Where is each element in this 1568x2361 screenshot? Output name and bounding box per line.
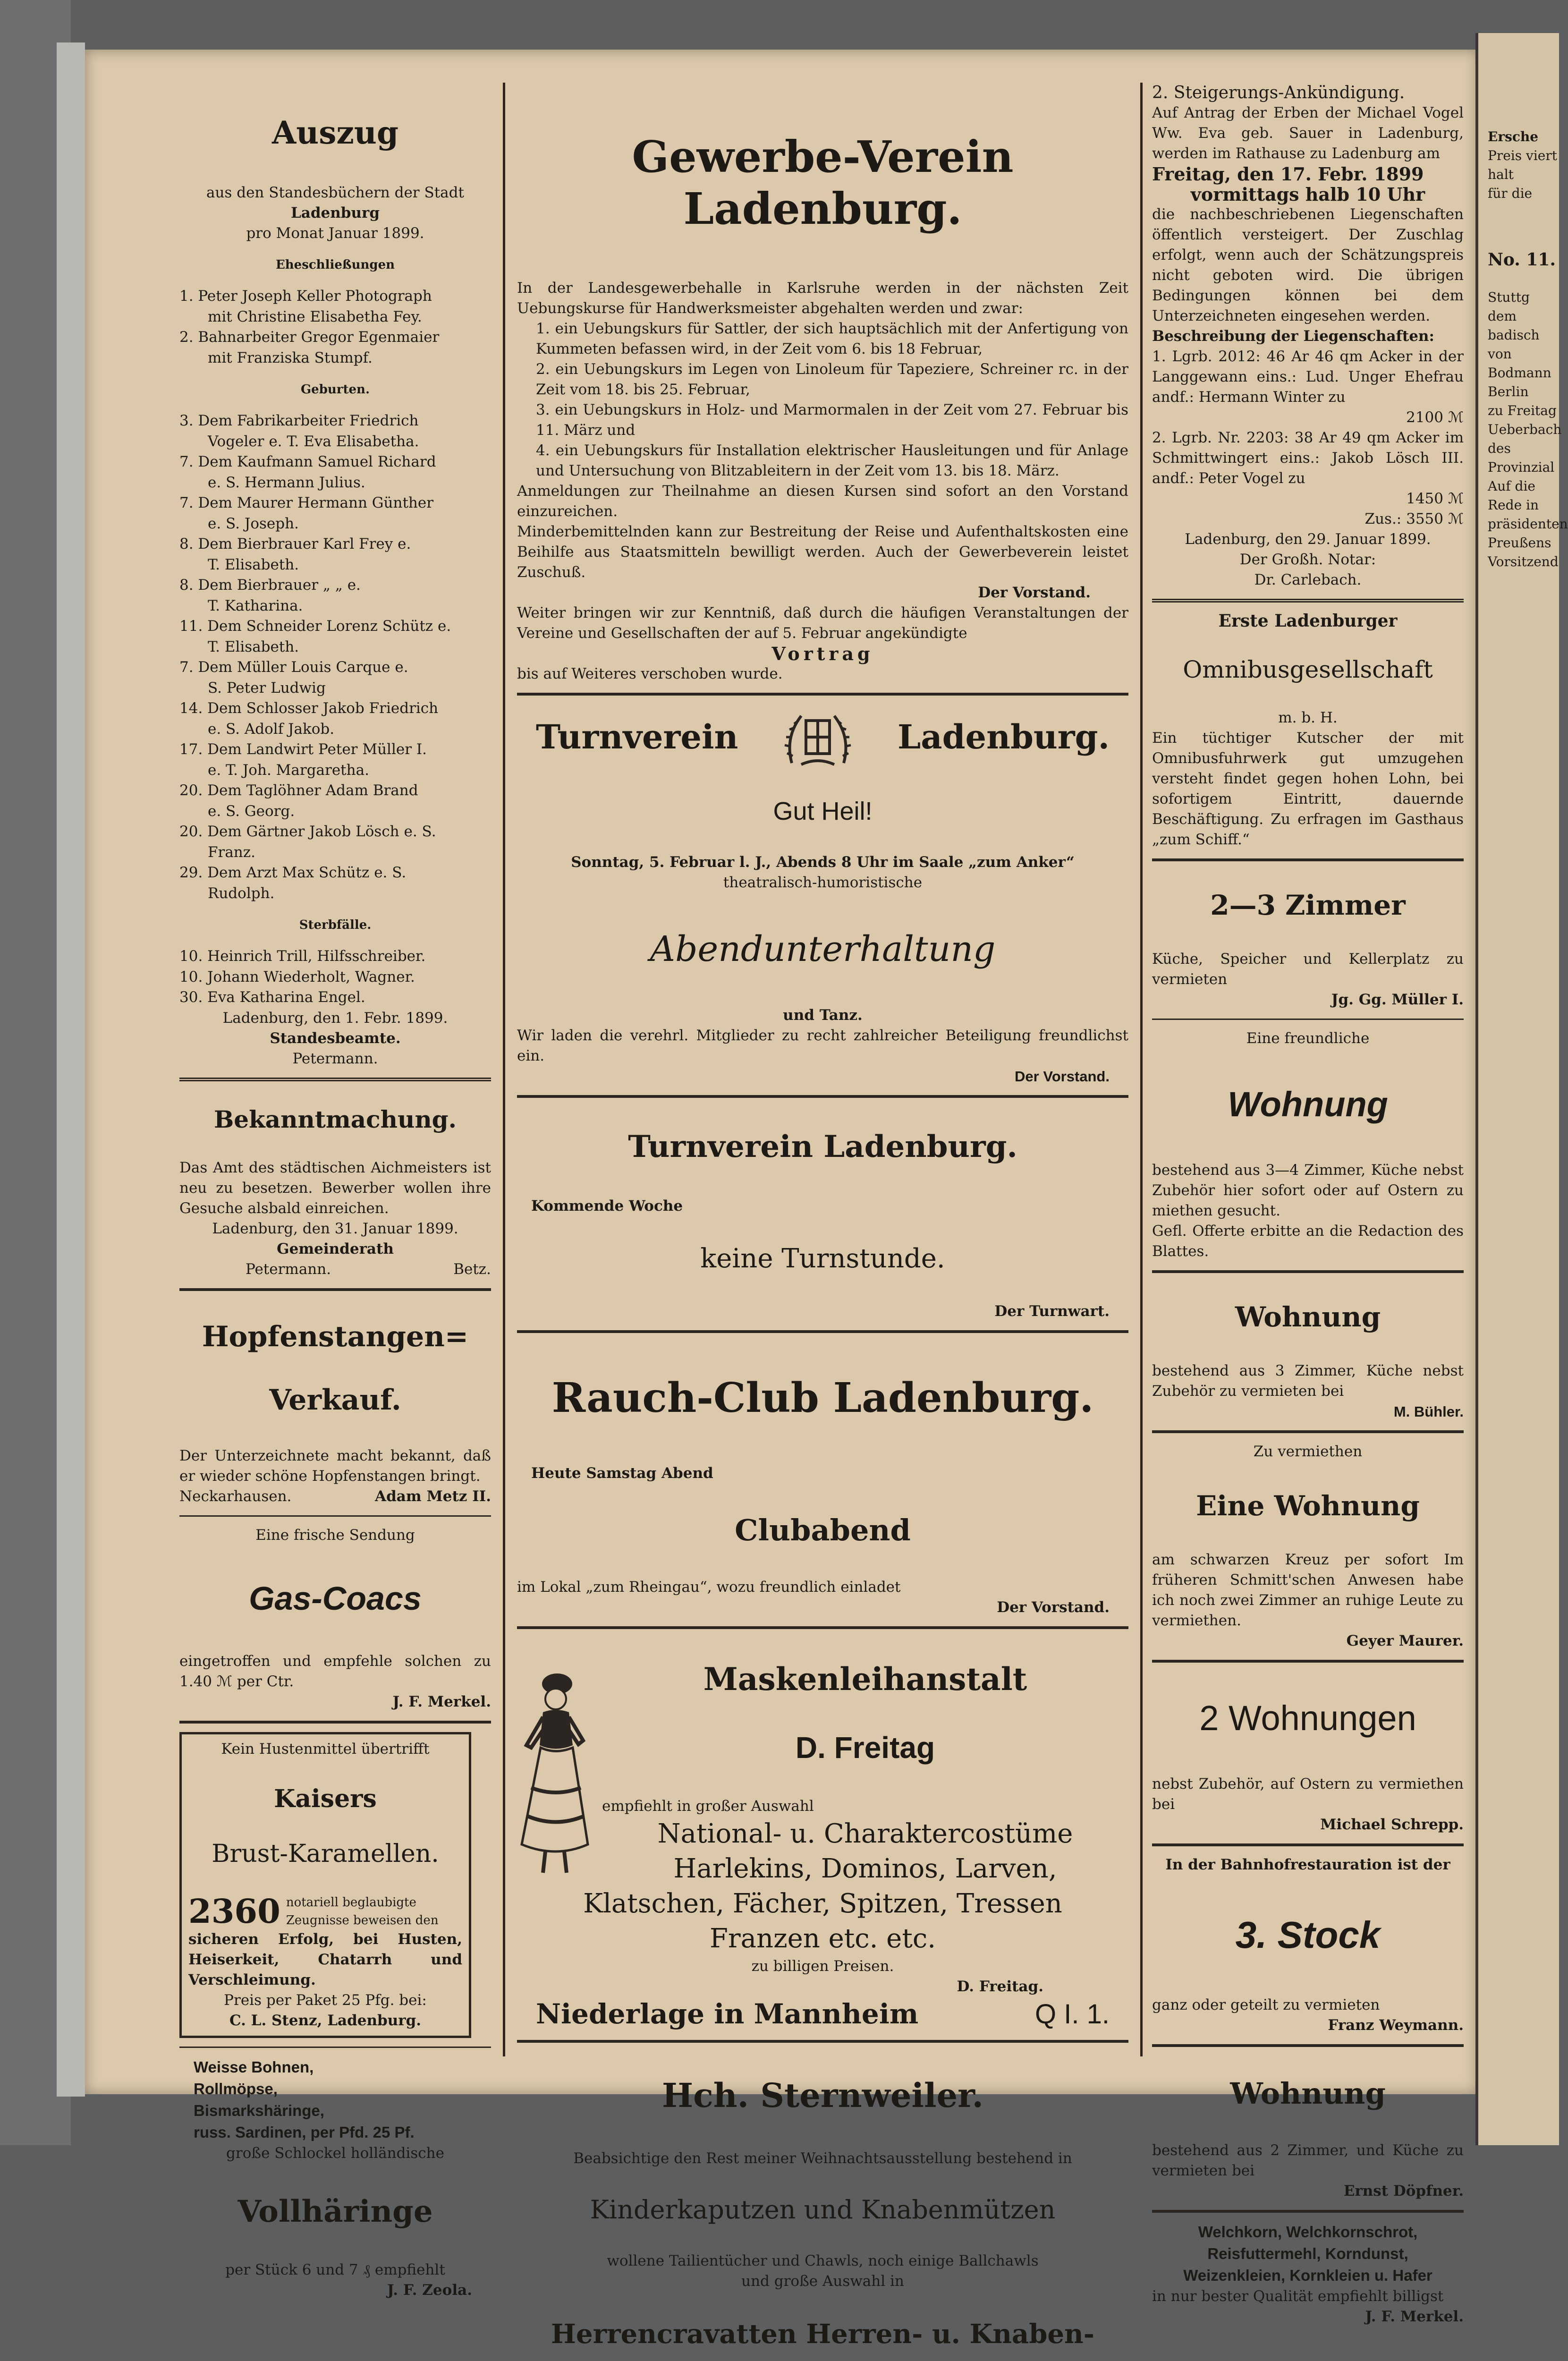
list-item: 3. Dem Fabrikarbeiter Friedrich (179, 412, 419, 429)
omnibus-title2: Omnibusgesellschaft (1183, 656, 1433, 683)
column-rule-right (1140, 83, 1143, 2056)
rauchclub-ad (517, 1374, 1128, 1618)
deaths-list (179, 946, 491, 1008)
wohnung1-ad (1152, 1028, 1464, 1262)
divider (1152, 2210, 1464, 2213)
steigerung-title: 2. Steigerungs-Ankündigung. (1152, 83, 1405, 102)
bekanntmachung-notice (179, 1105, 491, 1280)
turnverein-and: und Tanz. (783, 1007, 863, 1024)
signature: Betz. (453, 1260, 491, 1278)
list-item: National- u. Charaktercostüme (657, 1818, 1073, 1849)
sternweiler-p1b: Kinderkaputzen und Knabenmützen (590, 2195, 1056, 2225)
kaisers-line1: Kein Hustenmittel übertrifft (221, 1740, 430, 1758)
steigerung-desc: Beschreibung der Liegenschaften: (1152, 328, 1434, 345)
steigerung-sign2: Dr. Carlebach. (1254, 571, 1362, 588)
welchkorn-list (1152, 2221, 1464, 2286)
divider (179, 1078, 491, 1081)
list-item: mit Franziska Stumpf. (208, 349, 373, 366)
list-item: 10. Johann Wiederholt, Wagner. (179, 968, 415, 985)
divider (517, 1095, 1128, 1098)
bekanntmachung-text: Das Amt des städtischen Aichmeisters ist neu zu besetzen. Bewerber wollen ihre Gesuche alsbald einreichen. (179, 1159, 491, 1217)
fragment: Vorsitzend (1488, 554, 1559, 569)
sternweiler-p1c: wollene Tailientücher und Chawls, noch einige Ballchawls (607, 2252, 1039, 2269)
wohnung5-text: bestehend aus 2 Zimmer, und Küche zu vermieten bei (1152, 2142, 1464, 2179)
turnverein-header (517, 704, 1128, 770)
gewerbe-p4: Weiter bringen wir zur Kenntniß, daß durch die häufigen Veranstaltungen der Vereine und Gesellschaften der auf 5. Februar angekündigte (517, 604, 1128, 642)
list-item: 7. Dem Maurer Hermann Günther (179, 494, 434, 511)
stock-text: ganz oder geteilt zu vermieten (1152, 1996, 1380, 2013)
list-item: e. T. Joh. Margaretha. (208, 761, 369, 779)
turnverein2-ad (517, 1128, 1128, 1322)
signature: J. F. Merkel. (392, 1693, 491, 1710)
turner-cross-emblem-icon (782, 704, 853, 770)
wohnung1-text: bestehend aus 3—4 Zimmer, Küche nebst Zubehör hier sofort oder auf Ostern zu miethen gesucht. (1152, 1162, 1464, 1219)
list-item: Franzen etc. etc. (709, 1923, 936, 1954)
auszug-sub2: Ladenburg (290, 204, 380, 221)
turnverein-title-left: Turnverein (536, 717, 738, 756)
divider (1152, 858, 1464, 861)
list-item: mit Christine Elisabetha Fey. (208, 308, 422, 325)
divider (1152, 1430, 1464, 1433)
hopfen-text: Der Unterzeichnete macht bekannt, daß er wieder schöne Hopfenstangen bringt. (179, 1447, 491, 1485)
list-item: 4. ein Uebungskurs für Installation elektrischer Hausleitungen und für Anlage und Untersuchung von Blitzableitern in der Zeit vom 13. bis 18. März. (536, 442, 1128, 479)
gewerbe-intro: In der Landesgewerbehalle in Karlsruhe werden in der nächsten Zeit Uebungskurse für Handwerksmeister abgehalten werden und zwar: (517, 280, 1128, 317)
deaths-heading: Sterbfälle. (299, 918, 372, 932)
hopfen-footer (179, 1486, 491, 1507)
list-item: 7. Dem Müller Louis Carque e. (179, 659, 408, 676)
births-list (179, 411, 491, 904)
wohnung1-title: Wohnung (1228, 1085, 1388, 1124)
rauchclub-line1: Heute Samstag Abend (531, 1465, 713, 1482)
welchkorn-text: in nur bester Qualität empfiehlt billigst (1152, 2288, 1444, 2305)
fragment: für die (1488, 186, 1533, 201)
list-item: T. Elisabeth. (208, 556, 299, 573)
steigerung-notice (1152, 83, 1464, 590)
auszug-title: Auszug (272, 114, 398, 151)
rauchclub-title: Rauch-Club Ladenburg. (551, 1374, 1094, 1422)
kaisers-testimonials (188, 1891, 462, 1931)
list-item: e. S. Hermann Julius. (208, 474, 365, 491)
turnverein-title-right: Ladenburg. (898, 717, 1110, 756)
fragment: Rede in (1488, 497, 1539, 513)
gewerbe-p3: Minderbemittelnden kann zur Bestreitung der Reise und Aufenthaltskosten eine Beihilfe aus Staatsmitteln bewilligt werden. Auch der Gewerbeverein leistet Zuschuß. (517, 523, 1128, 581)
signature: Geyer Maurer. (1346, 1632, 1464, 1649)
signature: Ernst Döpfner. (1343, 2183, 1464, 2200)
turnverein-ad (517, 704, 1128, 1087)
fragment: Ueberbach (1488, 422, 1562, 437)
signature: Franz Weymann. (1328, 2017, 1464, 2034)
list-item: Reisfuttermehl, Korndunst, (1207, 2245, 1408, 2262)
zimmer23-title: 2—3 Zimmer (1210, 889, 1406, 921)
births-heading: Geburten. (300, 382, 370, 397)
list-item: 14. Dem Schlosser Jakob Friedrich (179, 700, 439, 717)
sternweiler-title: Hch. Sternweiler. (662, 2076, 983, 2115)
list-item: S. Peter Ludwig (208, 679, 326, 696)
hopfen-title-2: Verkauf. (269, 1383, 401, 1417)
masken-title: Maskenleihanstalt (703, 1661, 1027, 1698)
masken-price: zu billigen Preisen. (751, 1958, 894, 1975)
stock-ad (1152, 1855, 1464, 2036)
kaisers-text2: sicheren Erfolg, bei Husten, Heiserkeit, Chatarrh und Verschleimung. (188, 1930, 462, 1988)
divider (179, 1288, 491, 1291)
turnverein2-title: Turnverein Ladenburg. (628, 1129, 1017, 1164)
fragment: Stuttg (1488, 289, 1530, 305)
wohnung3-title: Eine Wohnung (1196, 1490, 1420, 1522)
sternweiler-p1d: und große Auswahl in (741, 2273, 904, 2290)
wohnung3-line1: Zu vermiethen (1253, 1443, 1363, 1460)
list-item: Bismarkshäringe, (194, 2101, 324, 2119)
wohnung5-ad (1152, 2076, 1464, 2201)
fragment: Auf die (1488, 478, 1535, 494)
turnverein-greet: Gut Heil! (773, 797, 873, 825)
divider (1152, 1270, 1464, 1273)
gewerbe-notice (517, 131, 1128, 684)
list-item: T. Elisabeth. (208, 638, 299, 655)
bohnen-line5: große Schlockel holländische (226, 2144, 444, 2162)
divider (1152, 2044, 1464, 2047)
list-item: 29. Dem Arzt Max Schütz e. S. (179, 864, 407, 881)
signature: Der Turnwart. (994, 1303, 1110, 1320)
wohnung4-text: nebst Zubehör, auf Ostern zu vermiethen bei (1152, 1775, 1464, 1813)
costume-lady-illustration-icon (517, 1665, 593, 1882)
auszug-notice (179, 114, 491, 1069)
auszug-sub1: aus den Standesbüchern der Stadt (206, 184, 464, 201)
kaisers-number: 2360 (188, 1891, 280, 1931)
welchkorn-ad (1152, 2221, 1464, 2327)
marriages-heading: Eheschließungen (275, 258, 395, 272)
list-item: 20. Dem Gärtner Jakob Lösch e. S. (179, 823, 436, 840)
turnverein-when: Sonntag, 5. Februar l. J., Abends 8 Uhr im Saale „zum Anker“ (571, 854, 1075, 871)
masken-line1: empfiehlt in großer Auswahl (602, 1798, 814, 1815)
steigerung-text2: die nachbeschriebenen Liegenschaften öffentlich versteigert. Der Zuschlag erfolgt, wenn auch der Schätzungspreis nicht geboten wird. Die übrigen Bedingungen können bei dem Unterzeichneten eingesehen werden. (1152, 206, 1464, 324)
hopfen-title-1: Hopfenstangen= (202, 1320, 469, 1353)
list-item: 3. ein Uebungskurs in Holz- und Marmormalen in der Zeit vom 27. Februar bis 11. März und (536, 401, 1128, 439)
masken-name: D. Freitag (795, 1731, 935, 1765)
divider (517, 1330, 1128, 1333)
gewerbe-p5: bis auf Weiteres verschoben wurde. (517, 665, 783, 682)
list-item: 2. ein Uebungskurs im Legen von Linoleum für Tapeziere, Schreiner rc. in der Zeit vom 18. bis 25. Februar, (536, 361, 1128, 398)
steigerung-p1-value: 2100 ℳ (1406, 409, 1464, 426)
bekanntmachung-sign1: Gemeinderath (277, 1240, 394, 1257)
fragment: dem badisch (1488, 308, 1540, 343)
fragment: zu Freitag (1488, 403, 1557, 418)
fragment: Ersche (1488, 129, 1539, 144)
gascoacs-title: Gas-Coacs (249, 1580, 422, 1617)
list-item: e. S. Adolf Jakob. (208, 720, 335, 738)
auszug-date: Ladenburg, den 1. Febr. 1899. (222, 1009, 448, 1027)
list-item: Weizenkleien, Kornkleien u. Hafer (1183, 2267, 1432, 2284)
wohnung2-ad (1152, 1300, 1464, 1422)
signature: M. Bühler. (1393, 1403, 1464, 1420)
bohnen-title: Vollhäringe (237, 2193, 433, 2229)
fragment: No. 11. (1488, 250, 1556, 270)
wohnung3-text: am schwarzen Kreuz per sofort Im früheren Schmitt'schen Anwesen habe ich noch zwei Zimmer an ruhige Leute zu vermiethen. (1152, 1551, 1464, 1629)
list-item: 7. Dem Kaufmann Samuel Richard (179, 453, 436, 470)
steigerung-date2: Ladenburg, den 29. Januar 1899. (1185, 531, 1431, 548)
steigerung-text1: Auf Antrag der Erben der Michael Vogel Ww. Eva geb. Sauer in Ladenburg, werden im Rathause zu Ladenburg am (1152, 104, 1464, 162)
divider (179, 2047, 491, 2048)
column-1 (179, 83, 491, 2301)
omnibus-ad (1152, 611, 1464, 850)
steigerung-p2-value: 1450 ℳ (1406, 490, 1464, 507)
list-item: T. Katharina. (208, 597, 303, 614)
list-item: e. S. Joseph. (208, 515, 299, 532)
list-item: 17. Dem Landwirt Peter Müller I. (179, 741, 427, 758)
signature: Adam Metz II. (375, 1487, 491, 1505)
bohnen-price: per Stück 6 und 7 ₰ empfiehlt (225, 2261, 445, 2278)
niederlage-label: Niederlage in Mannheim (536, 1998, 919, 2030)
column-rule-left (503, 83, 505, 2056)
list-item: Rollmöpse, (194, 2080, 278, 2098)
steigerung-p2: 2. Lgrb. Nr. 2203: 38 Ar 49 qm Acker im Schmittwingert eins.: Jakob Lösch III. andf.: Peter Vogel zu (1152, 429, 1464, 487)
list-item: russ. Sardinen, per Pfd. 25 Pf. (194, 2123, 415, 2141)
list-item: 20. Dem Taglöhner Adam Brand (179, 782, 418, 799)
fragment: von Bodmann (1488, 346, 1551, 381)
wohnung2-title: Wohnung (1235, 1301, 1381, 1333)
auszug-sub3: pro Monat Januar 1899. (246, 225, 424, 242)
list-item: 8. Dem Bierbrauer Karl Frey e. (179, 535, 411, 552)
auszug-sign2: Petermann. (292, 1050, 378, 1067)
auszug-sign1: Standesbeamte. (270, 1029, 401, 1047)
turnverein-text: Wir laden die verehrl. Mitglieder zu recht zahlreicher Beteiligung freundlichst ein. (517, 1027, 1128, 1064)
omnibus-title3: m. b. H. (1278, 709, 1338, 726)
divider (1152, 1660, 1464, 1663)
fragment: halt (1488, 167, 1514, 182)
wohnung1-text2: Gefl. Offerte erbitte an die Redaction des Blattes. (1152, 1223, 1464, 1260)
adjacent-page-fragment (1475, 33, 1568, 2145)
place: Neckarhausen. (179, 1487, 292, 1505)
wohnung4-ad (1152, 1698, 1464, 1835)
divider (1152, 1019, 1464, 1020)
kaisers-ad (179, 1732, 471, 2038)
zimmer23-ad (1152, 889, 1464, 1010)
list-item: Vogeler e. T. Eva Elisabetha. (208, 433, 419, 450)
wohnung3-ad (1152, 1442, 1464, 1651)
steigerung-sign1: Der Großh. Notar: (1239, 551, 1376, 568)
marriages-list (179, 286, 491, 368)
list-item: 11. Dem Schneider Lorenz Schütz e. (179, 618, 451, 635)
omnibus-text: Ein tüchtiger Kutscher der mit Omnibusfuhrwerk gut umzugehen versteht findet gegen hohen Lohn, bei sofortigem Eintritt, dauernde Beschäftigung. Zu erfragen im Gasthaus „zum Schiff.“ (1152, 730, 1464, 848)
bekanntmachung-title: Bekanntmachung. (213, 1105, 457, 1133)
wohnung1-line1: Eine freundliche (1246, 1030, 1370, 1047)
steigerung-p1: 1. Lgrb. 2012: 46 Ar 46 qm Acker in der Langgewann eins.: Lud. Unger Ehefrau andf.: Hermann Winter zu (1152, 348, 1464, 406)
signature: C. L. Stenz, Ladenburg. (229, 2012, 422, 2029)
sternweiler-p2a: Herrencravatten Herren- u. Knaben- (551, 2319, 1094, 2350)
gewerbe-list (517, 319, 1128, 481)
list-item: 1. ein Uebungskurs für Sattler, der sich hauptsächlich mit der Anfertigung von Kummeten befassen wird, in der Zeit vom 6. bis 18 Februar, (536, 320, 1128, 357)
turnverein-event: Abendunterhaltung (650, 929, 996, 969)
divider (517, 1626, 1128, 1629)
list-item: 2. Bahnarbeiter Gregor Egenmaier (179, 329, 440, 346)
rauchclub-event: Clubabend (735, 1513, 911, 1547)
gewerbe-vortrag: Vortrag (771, 643, 874, 664)
turnverein2-line1: Kommende Woche (531, 1197, 683, 1214)
signature: Der Vorstand. (997, 1599, 1110, 1616)
niederlage-address: Q I. 1. (1035, 1999, 1110, 2030)
gewerbe-title: Gewerbe-Verein Ladenburg. (632, 131, 1014, 234)
stock-line1: In der Bahnhofrestauration ist der (1165, 1856, 1450, 1873)
divider (179, 1515, 491, 1517)
signature: Jg. Gg. Müller I. (1331, 991, 1464, 1008)
list-item: e. S. Georg. (208, 802, 295, 820)
newspaper-page (85, 50, 1478, 2350)
bohnen-list (179, 2056, 491, 2143)
steigerung-date: Freitag, den 17. Febr. 1899 (1152, 163, 1424, 185)
steigerung-time: vormittags halb 10 Uhr (1190, 184, 1425, 205)
column-3 (1152, 83, 1464, 2327)
rauchclub-text: im Lokal „zum Rheingau“, wozu freundlich einladet (517, 1579, 901, 1596)
zimmer23-text: Küche, Speicher und Kellerplatz zu vermieten (1152, 951, 1464, 988)
turnverein-genre: theatralisch-humoristische (723, 874, 923, 891)
list-item: 30. Eva Katharina Engel. (179, 989, 365, 1006)
fragment: Preis viert (1488, 148, 1557, 163)
signature: Michael Schrepp. (1320, 1816, 1464, 1833)
kaisers-title-1: Kaisers (274, 1784, 377, 1813)
wohnung4-title: 2 Wohnungen (1199, 1699, 1416, 1738)
page-stack-edge (57, 42, 85, 2097)
list-item: Welchkorn, Welchkornschrot, (1198, 2223, 1418, 2241)
gascoacs-ad (179, 1525, 491, 1712)
steigerung-sum: Zus.: 3550 ℳ (1365, 510, 1464, 527)
fragment: Preußens (1488, 535, 1551, 551)
masken-niederlage (517, 1997, 1128, 2031)
wohnung5-title: Wohnung (1230, 2076, 1386, 2111)
divider (517, 2040, 1128, 2043)
kaisers-price: Preis per Paket 25 Pfg. bei: (224, 1991, 427, 2009)
sternweiler-p1a: Beabsichtige den Rest meiner Weihnachtsausstellung bestehend in (573, 2150, 1072, 2167)
divider (1152, 599, 1464, 603)
masken-items (517, 1817, 1128, 1956)
adjacent-page-text (1478, 33, 1568, 571)
bohnen-ad (179, 2056, 491, 2301)
list-item: Harlekins, Dominos, Larven, (673, 1853, 1057, 1884)
divider (1152, 1843, 1464, 1846)
gascoacs-line1: Eine frische Sendung (255, 1526, 415, 1544)
stock-title: 3. Stock (1235, 1914, 1381, 1956)
hopfen-ad (179, 1319, 491, 1507)
fragment: präsidenten (1488, 516, 1568, 532)
divider (517, 693, 1128, 696)
signature: D. Freitag. (957, 1978, 1043, 1995)
list-item: Weisse Bohnen, (194, 2058, 314, 2076)
bekanntmachung-date: Ladenburg, den 31. Januar 1899. (212, 1220, 458, 1237)
kaisers-text1: notariell beglaubigte Zeugnisse beweisen den (286, 1895, 439, 1928)
list-item: 10. Heinrich Trill, Hilfsschreiber. (179, 948, 426, 965)
divider (179, 1721, 491, 1724)
sternweiler-ad (517, 2076, 1128, 2361)
omnibus-title1: Erste Ladenburger (1218, 611, 1398, 631)
signature: Petermann. (246, 1260, 331, 1278)
bekanntmachung-signatures (179, 1259, 491, 1280)
masken-ad (517, 1660, 1128, 2031)
list-item: Klatschen, Fächer, Spitzen, Tressen (583, 1888, 1062, 1919)
signature: Der Vorstand. (978, 584, 1091, 601)
wohnung2-text: bestehend aus 3 Zimmer, Küche nebst Zubehör zu vermieten bei (1152, 1362, 1464, 1400)
list-item: 1. Peter Joseph Keller Photograph (179, 288, 432, 305)
fragment: des Provinzial (1488, 441, 1555, 475)
gascoacs-text: eingetroffen und empfehle solchen zu 1.40 ℳ per Ctr. (179, 1652, 491, 1690)
signature: Der Vorstand. (1015, 1068, 1110, 1085)
list-item: 8. Dem Bierbrauer „ „ e. (179, 577, 361, 594)
list-item: Rudolph. (208, 884, 275, 902)
signature: J. F. Merkel. (1365, 2308, 1464, 2325)
fragment: Berlin (1488, 384, 1529, 399)
list-item: Franz. (208, 843, 255, 861)
turnverein2-line2: keine Turnstunde. (700, 1243, 945, 1274)
signature: J. F. Zeola. (387, 2281, 472, 2299)
kaisers-title-2: Brust-Karamellen. (212, 1839, 439, 1868)
column-2 (517, 87, 1128, 2361)
gewerbe-p2: Anmeldungen zur Theilnahme an diesen Kursen sind sofort an den Vorstand einzureichen. (517, 483, 1128, 520)
